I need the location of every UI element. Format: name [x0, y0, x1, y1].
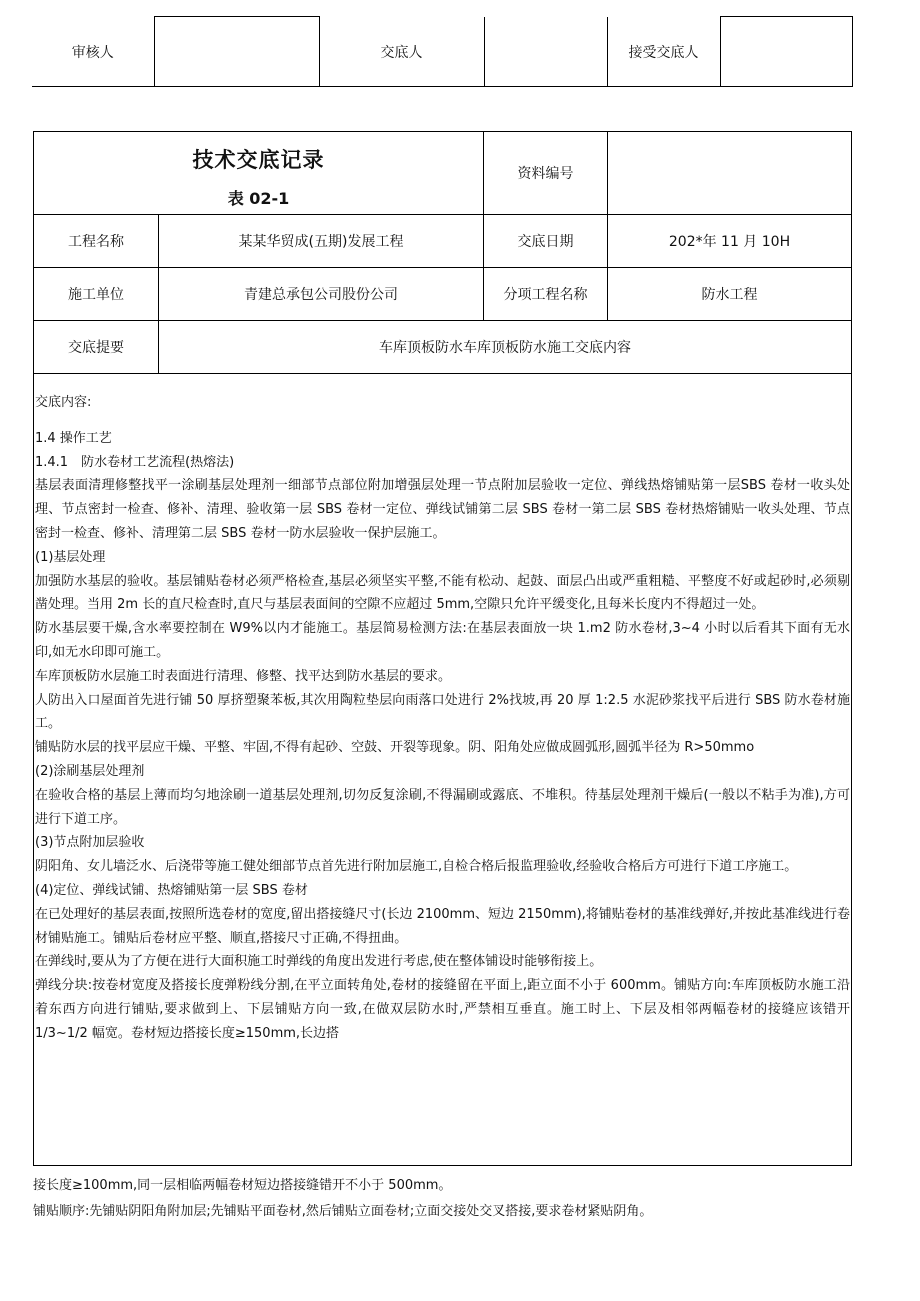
content-paragraph: 在已处理好的基层表面,按照所选卷材的宽度,留出搭接缝尺寸(长边 2100mm、短边 2150mm),将铺贴卷材的基准线弹好,并按此基准线进行卷材铺贴施工。铺贴后卷材应平整、顺直,搭接尺寸正确,不得扭曲。	[35, 906, 850, 946]
content-paragraph: 基层表面清理修整找平一涂刷基层处理剂一细部节点部位附加增强层处理一节点附加层验收一定位、弹线热熔铺贴第一层SBS 卷材一收头处理、节点密封一检查、修补、清理、验收第一层 SBS 卷材一定位、弹线试铺第二层 SBS 卷材一第二层 SBS 卷材热熔铺贴一收头处理、节点密封一检查、修补、清理第二层 SBS 卷材一防水层验收一保护层施工。	[35, 478, 850, 541]
unit-value[interactable]: 青建总承包公司股份公司	[159, 268, 484, 321]
signature-bottom-rule	[32, 86, 852, 87]
date-value[interactable]: 202*年 11 月 10H	[608, 215, 852, 268]
summary-label: 交底提要	[34, 321, 159, 374]
receiver-value[interactable]	[720, 17, 852, 87]
date-label: 交底日期	[484, 215, 608, 268]
content-paragraph: 在验收合格的基层上薄而均匀地涂刷一道基层处理剂,切勿反复涂刷,不得漏刷或露底、不堆积。待基层处理剂干燥后(一般以不粘手为准),方可进行下道工序。	[35, 787, 850, 827]
signature-table	[32, 16, 853, 87]
project-value[interactable]: 某某华贸成(五期)发展工程	[159, 215, 484, 268]
content-paragraph: 铺贴防水层的找平层应干燥、平整、牢固,不得有起砂、空鼓、开裂等现象。阴、阳角处应做成圆弧形,圆弧半径为 R>50mmo	[35, 740, 755, 756]
discloser-value[interactable]	[484, 17, 607, 87]
content-paragraph: 人防出入口屋面首先进行铺 50 厚挤塑聚苯板,其次用陶粒垫层向雨落口处进行 2%找坡,再 20 厚 1:2.5 水泥砂浆找平后进行 SBS 防水卷材施工。	[35, 692, 850, 732]
reviewer-value[interactable]	[154, 17, 319, 87]
form-number: 表 02-1	[227, 188, 290, 208]
subproject-value[interactable]: 防水工程	[608, 268, 852, 321]
disclosure-form	[33, 131, 852, 1166]
content-paragraph: 在弹线时,要从为了方便在进行大面积施工时弹线的角度出发进行考虑,使在整体铺设时能够衔接上。	[35, 954, 603, 970]
continuation-text	[33, 1173, 851, 1225]
doc-no-label: 资料编号	[484, 132, 608, 215]
subproject-label: 分项工程名称	[484, 268, 608, 321]
discloser-label: 交底人	[319, 17, 484, 87]
page-title: 技术交底记录	[192, 147, 325, 172]
continuation-line: 铺贴顺序:先铺贴阴阳角附加层;先铺贴平面卷材,然后铺贴立面卷材;立面交接处交叉搭接,要求卷材紧贴阴角。	[33, 1204, 653, 1219]
content-paragraph: 防水基层要干燥,含水率要控制在 W9%以内才能施工。基层简易检测方法:在基层表面放一块 1.m2 防水卷材,3~4 小时以后看其下面有无水印,如无水印即可施工。	[35, 621, 850, 660]
continuation-line: 接长度≥100mm,同一层相临两幅卷材短边搭接缝错开不小于 500mm。	[33, 1178, 452, 1193]
content-paragraph: (2)涂刷基层处理剂	[35, 763, 145, 779]
unit-label: 施工单位	[34, 268, 159, 321]
doc-no-value[interactable]	[608, 132, 852, 215]
content-paragraph: 1.4.1 防水卷材工艺流程(热熔法)	[35, 454, 235, 470]
content-paragraph: 阴阳角、女儿墙泛水、后浇带等施工健处细部节点首先进行附加层施工,自检合格后报监理验收,经验收合格后方可进行下道工序施工。	[35, 859, 798, 875]
content-paragraph: (3)节点附加层验收	[35, 835, 145, 851]
summary-value[interactable]: 车库顶板防水车库顶板防水施工交底内容	[159, 321, 852, 374]
content-paragraph: (1)基层处理	[35, 549, 106, 565]
receiver-label: 接受交底人	[607, 17, 720, 87]
disclosure-content	[34, 374, 852, 1166]
project-label: 工程名称	[34, 215, 159, 268]
content-paragraph: 车库顶板防水层施工时表面进行清理、修整、找平达到防水基层的要求。	[35, 668, 452, 684]
content-heading: 交底内容:	[35, 395, 92, 410]
content-paragraph: 1.4 操作工艺	[35, 430, 112, 446]
content-paragraph: 加强防水基层的验收。基层铺贴卷材必须严格检查,基层必须坚实平整,不能有松动、起鼓、面层凸出或严重粗糙、平整度不好或起砂时,必须剔凿处理。当用 2m 长的直尺检查时,直尺与基层表面间的空隙不应超过 5mm,空隙只允许平缓变化,且每米长度内不得超过一处。	[35, 573, 850, 613]
reviewer-label: 审核人	[71, 44, 114, 61]
content-paragraph: (4)定位、弹线试铺、热熔铺贴第一层 SBS 卷材	[35, 882, 308, 898]
content-paragraph: 弹线分块:按卷材宽度及搭接长度弹粉线分割,在平立面转角处,卷材的接缝留在平面上,距立面不小于 600mm。铺贴方向:车库顶板防水施工沿着东西方向进行铺贴,要求做到上、下层铺贴方向一致,在做双层防水时,严禁相互垂直。施工时上、下层及相邻两幅卷材的接缝应该错开 1/3~1/2 幅宽。卷材短边搭接长度≥150mm,长边搭	[35, 978, 850, 1041]
form-header	[34, 132, 484, 215]
